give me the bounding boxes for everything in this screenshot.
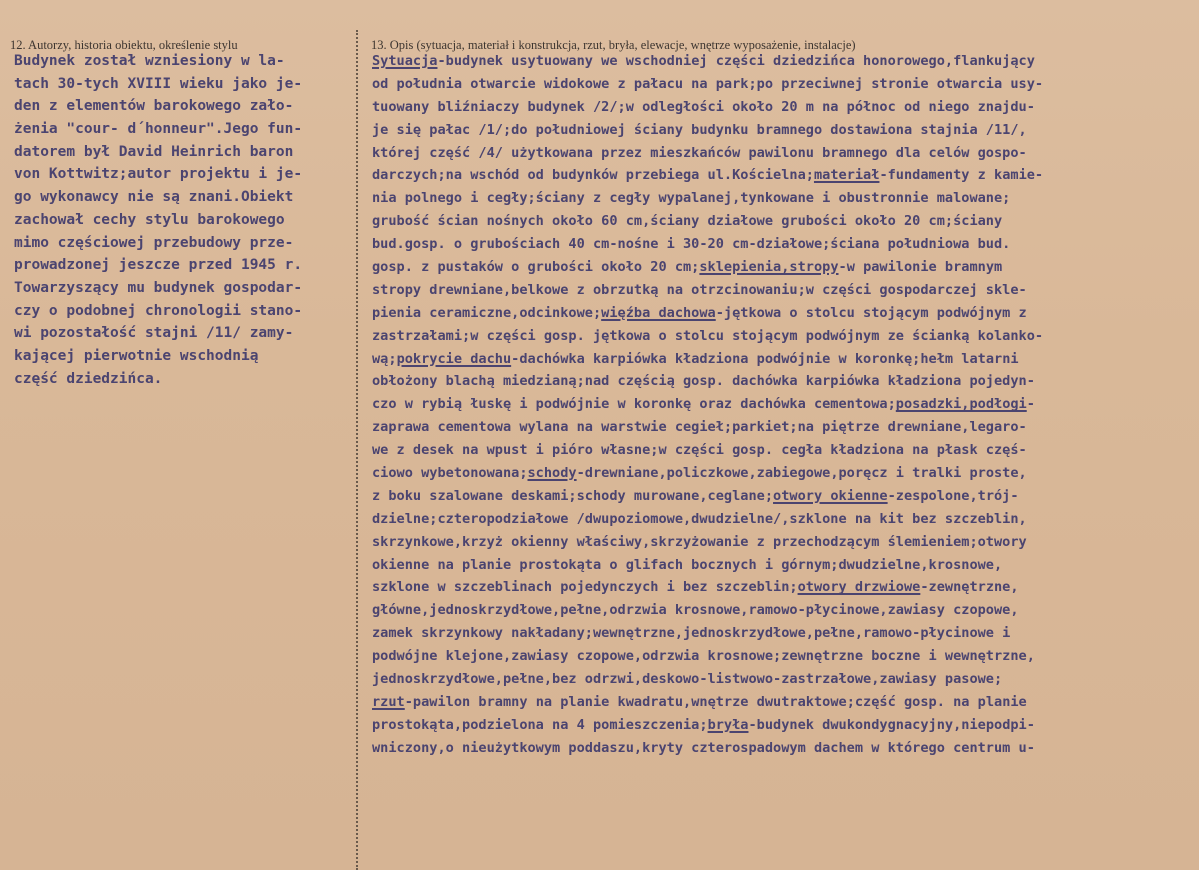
description-text-segment: główne,jednoskrzydłowe,pełne,odrzwia krosnowe,ramowo-płycinowe,zawiasy czopowe, [372, 602, 1019, 619]
description-text-segment: skrzynkowe,krzyż okienny właściwy,skrzyżowanie z przechodzącym ślemieniem;otwory [372, 533, 1027, 550]
column-divider [356, 30, 358, 870]
description-text-segment: szklone w szczeblinach pojedynczych i bez szczeblin; [372, 579, 798, 596]
history-text-line: mimo częściowej przebudowy prze- [14, 234, 294, 251]
description-text-line [372, 302, 1192, 325]
description-text-line [372, 370, 1192, 393]
description-text-line [372, 348, 1192, 371]
history-text-line: Budynek został wzniesiony w la- [14, 53, 285, 69]
description-text-line [372, 691, 1192, 714]
history-text-line: von Kottwitz;autor projektu i je- [14, 166, 303, 183]
description-text-line [372, 599, 1192, 622]
description-text-segment: -zewnętrzne, [920, 579, 1019, 596]
history-text-line: zachował cechy stylu barokowego [14, 211, 285, 228]
description-text-segment: -budynek usytuowany we wschodniej części dziedzińca honorowego,flankujący [437, 53, 1035, 69]
description-text-line [372, 210, 1192, 233]
section-heading-underlined: Sytuacja [372, 53, 438, 69]
description-text-line [372, 96, 1192, 119]
description-text-line [372, 164, 1192, 187]
section-heading-underlined: sklepienia,stropy [699, 259, 839, 276]
description-text-segment: podwójne klejone,zawiasy czopowe,odrzwia krosnowe;zewnętrzne boczne i wewnętrzne, [372, 648, 1035, 665]
description-text-segment: nia polnego i cegły;ściany z cegły wypalanej,tynkowane i obustronnie malowane; [372, 190, 1011, 207]
description-text-line [372, 622, 1192, 645]
section-heading-underlined: posadzki,podłogi [895, 396, 1027, 413]
description-text-segment: wą; [372, 350, 397, 367]
section-heading-underlined: rzut [372, 693, 405, 710]
description-text-segment: zamek skrzynkowy nakładany;wewnętrzne,jednoskrzydłowe,pełne,ramowo-płycinowe i [372, 625, 1011, 642]
description-text-line [372, 119, 1192, 142]
history-text-column [14, 50, 352, 390]
description-text-segment: -fundamenty z kamie- [879, 167, 1044, 184]
history-text-line: den z elementów barokowego zało- [14, 98, 294, 115]
description-text-segment: której część /4/ użytkowana przez mieszkańców pawilonu bramnego dla celów gospo- [372, 144, 1027, 161]
history-text-line: Towarzyszący mu budynek gospodar- [14, 279, 303, 296]
description-text-line [372, 233, 1192, 256]
description-text-column [372, 50, 1192, 760]
description-text-segment: darczych;na wschód od budynków przebiega ul.Kościelna; [372, 167, 814, 184]
description-text-segment: od południa otwarcie widokowe z pałacu na park;po przeciwnej stronie otwarcia usy- [372, 75, 1044, 92]
description-text-segment: je się pałac /1/;do południowej ściany budynku bramnego dostawiona stajnia /11/, [372, 121, 1027, 138]
description-text-line [372, 462, 1192, 485]
description-text-segment: zastrzałami;w części gosp. jętkowa o stolcu stojącym podwójnym ze ścianką kolanko- [372, 327, 1044, 344]
description-text-segment: ciowo wybetonowana; [372, 465, 528, 482]
description-text-segment: grubość ścian nośnych około 60 cm,ściany działowe grubości około 20 cm;ściany [372, 213, 1003, 230]
description-text-segment: stropy drewniane,belkowe z obrzutką na otrzcinowaniu;w części gospodarczej skle- [372, 281, 1027, 298]
description-text-line [372, 50, 1192, 73]
description-text-line [372, 645, 1192, 668]
description-text-segment: - [1026, 396, 1035, 413]
description-text-segment: gosp. z pustaków o grubości około 20 cm; [372, 259, 700, 276]
history-text-line: go wykonawcy nie są znani.Obiekt [14, 189, 294, 206]
description-text-segment: -pawilon bramny na planie kwadratu,wnętrze dwutraktowe;część gosp. na planie [404, 693, 1027, 710]
section-13-caption: 13. Opis (sytuacja, materiał i konstrukcja, rzut, bryła, elewacje, wnętrze wyposażenie, instalacje) [371, 38, 856, 52]
history-text-line: wi pozostałość stajni /11/ zamy- [14, 325, 294, 342]
description-text-line [372, 393, 1192, 416]
section-12-caption: 12. Autorzy, historia obiektu, określenie stylu [10, 38, 238, 52]
description-text-line [372, 256, 1192, 279]
description-text-line [372, 485, 1192, 508]
description-text-line [372, 416, 1192, 439]
description-text-line [372, 325, 1192, 348]
description-text-segment: jednoskrzydłowe,pełne,bez odrzwi,deskowo-listwowo-zastrzałowe,zawiasy pasowe; [372, 671, 1003, 688]
description-text-segment: -drewniane,policzkowe,zabiegowe,poręcz i tralki proste, [576, 465, 1027, 482]
description-text-line [372, 508, 1192, 531]
description-text-line [372, 576, 1192, 599]
description-text-line [372, 554, 1192, 577]
history-text-line: kającej pierwotnie wschodnią [14, 347, 259, 364]
description-text-segment: obłożony blachą miedzianą;nad częścią gosp. dachówka karpiówka kładziona pojedyn- [372, 373, 1035, 390]
description-text-line [372, 142, 1192, 165]
description-text-line [372, 73, 1192, 96]
description-text-line [372, 187, 1192, 210]
description-text-segment: -jętkowa o stolcu stojącym podwójnym z [715, 304, 1027, 321]
description-text-segment: -dachówka karpiówka kładziona podwójnie w koronkę;hełm latarni [511, 350, 1019, 367]
description-text-line [372, 439, 1192, 462]
description-text-segment: czo w rybią łuskę i podwójnie w koronkę oraz dachówka cementowa; [372, 396, 896, 413]
section-heading-underlined: więźba dachowa [601, 304, 716, 321]
description-text-segment: we z desek na wpust i pióro własne;w części gosp. cegła kładziona na płask częś- [372, 442, 1027, 459]
section-heading-underlined: pokrycie dachu [396, 350, 512, 367]
history-text-line: datorem był David Heinrich baron [14, 143, 294, 160]
section-heading-underlined: bryła [707, 716, 749, 733]
description-text-line [372, 737, 1192, 760]
description-text-line [372, 668, 1192, 691]
description-text-segment: pienia ceramiczne,odcinkowe; [372, 304, 602, 321]
section-heading-underlined: otwory okienne [773, 487, 888, 504]
history-text-line: tach 30-tych XVIII wieku jako je- [14, 75, 303, 92]
description-text-segment: -zespolone,trój- [887, 487, 1019, 504]
history-text-line: żenia "cour- d´honneur".Jego fun- [14, 121, 303, 138]
section-heading-underlined: otwory drzwiowe [797, 579, 921, 596]
description-text-segment: bud.gosp. o grubościach 40 cm-nośne i 30-20 cm-działowe;ściana południowa bud. [372, 236, 1011, 253]
description-text-line [372, 531, 1192, 554]
history-text-line: czy o podobnej chronologii stano- [14, 302, 303, 319]
section-heading-underlined: materiał [813, 167, 880, 184]
section-heading-underlined: schody [527, 465, 577, 482]
history-text-line: prowadzonej jeszcze przed 1945 r. [14, 257, 303, 274]
description-text-segment: z boku szalowane deskami;schody murowane,ceglane; [372, 487, 774, 504]
description-text-segment: zaprawa cementowa wylana na warstwie cegieł;parkiet;na piętrze drewniane,legaro- [372, 419, 1027, 436]
description-text-line [372, 714, 1192, 737]
description-text-segment: wniczony,o nieużytkowym poddaszu,kryty czterospadowym dachem w którego centrum u- [372, 739, 1035, 756]
description-text-segment: prostokąta,podzielona na 4 pomieszczenia; [372, 716, 708, 733]
description-text-segment: -w pawilonie bramnym [838, 259, 1003, 276]
history-text-line: część dziedzińca. [14, 370, 163, 387]
description-text-line [372, 279, 1192, 302]
description-text-segment: okienne na planie prostokąta o glifach bocznych i górnym;dwudzielne,krosnowe, [372, 556, 1003, 573]
description-text-segment: tuowany bliźniaczy budynek /2/;w odległości około 20 m na północ od niego znajdu- [372, 98, 1035, 115]
description-text-segment: dzielne;czteropodziałowe /dwupoziomowe,dwudzielne/,szklone na kit bez szczeblin, [372, 510, 1027, 527]
description-text-segment: -budynek dwukondygnacyjny,niepodpi- [748, 716, 1035, 733]
